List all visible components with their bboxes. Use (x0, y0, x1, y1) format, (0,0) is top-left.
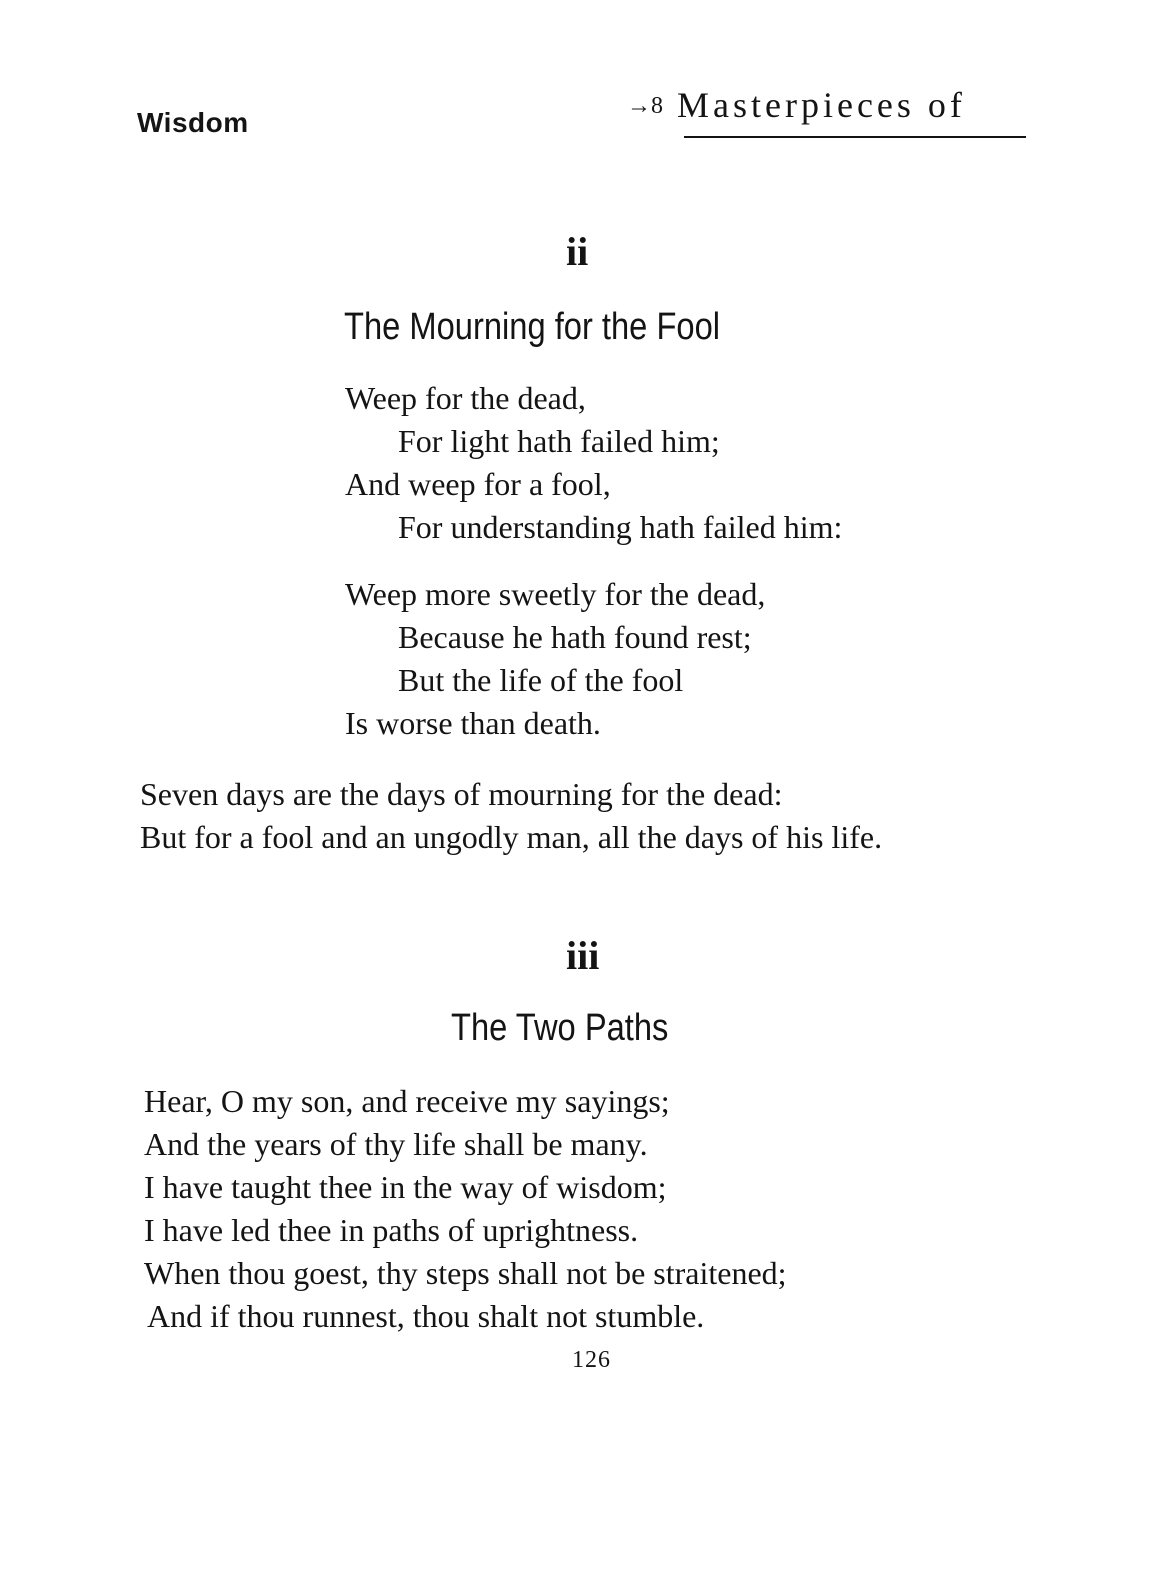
closing-line: But for a fool and an ungodly man, all the days of his life. (140, 819, 883, 855)
closing-line: Seven days are the days of mourning for the dead: (140, 776, 783, 812)
verse-line: I have taught thee in the way of wisdom; (144, 1169, 667, 1205)
verse-line: And the years of thy life shall be many. (144, 1126, 648, 1162)
verse-line: Is worse than death. (345, 705, 601, 741)
verse-line: For understanding hath failed him: (398, 509, 843, 545)
section-numeral-ii: ii (566, 229, 589, 274)
verse-line: But the life of the fool (398, 662, 684, 698)
verse-line: For light hath failed him; (398, 423, 720, 459)
verse-line: Weep for the dead, (345, 380, 586, 416)
page-number: 126 (572, 1347, 611, 1373)
header-ornament: →8 (627, 93, 663, 119)
section-title-mourning: The Mourning for the Fool (344, 306, 721, 348)
verse-line: When thou goest, thy steps shall not be straitened; (144, 1255, 787, 1291)
header-rule (684, 136, 1026, 138)
section-numeral-iii: iii (566, 933, 600, 978)
verse-line: Weep more sweetly for the dead, (345, 576, 766, 612)
verse-line: Hear, O my son, and receive my sayings; (144, 1083, 670, 1119)
verse-line: I have led thee in paths of uprightness. (144, 1212, 639, 1248)
running-header-left: Wisdom (137, 107, 249, 138)
verse-line: And if thou runnest, thou shalt not stumble. (147, 1298, 705, 1334)
section-title-two-paths: The Two Paths (451, 1007, 669, 1049)
running-header-right (627, 84, 966, 126)
verse-line: And weep for a fool, (345, 466, 611, 502)
verse-line: Because he hath found rest; (398, 619, 752, 655)
running-header-title: Masterpieces of (677, 85, 966, 125)
